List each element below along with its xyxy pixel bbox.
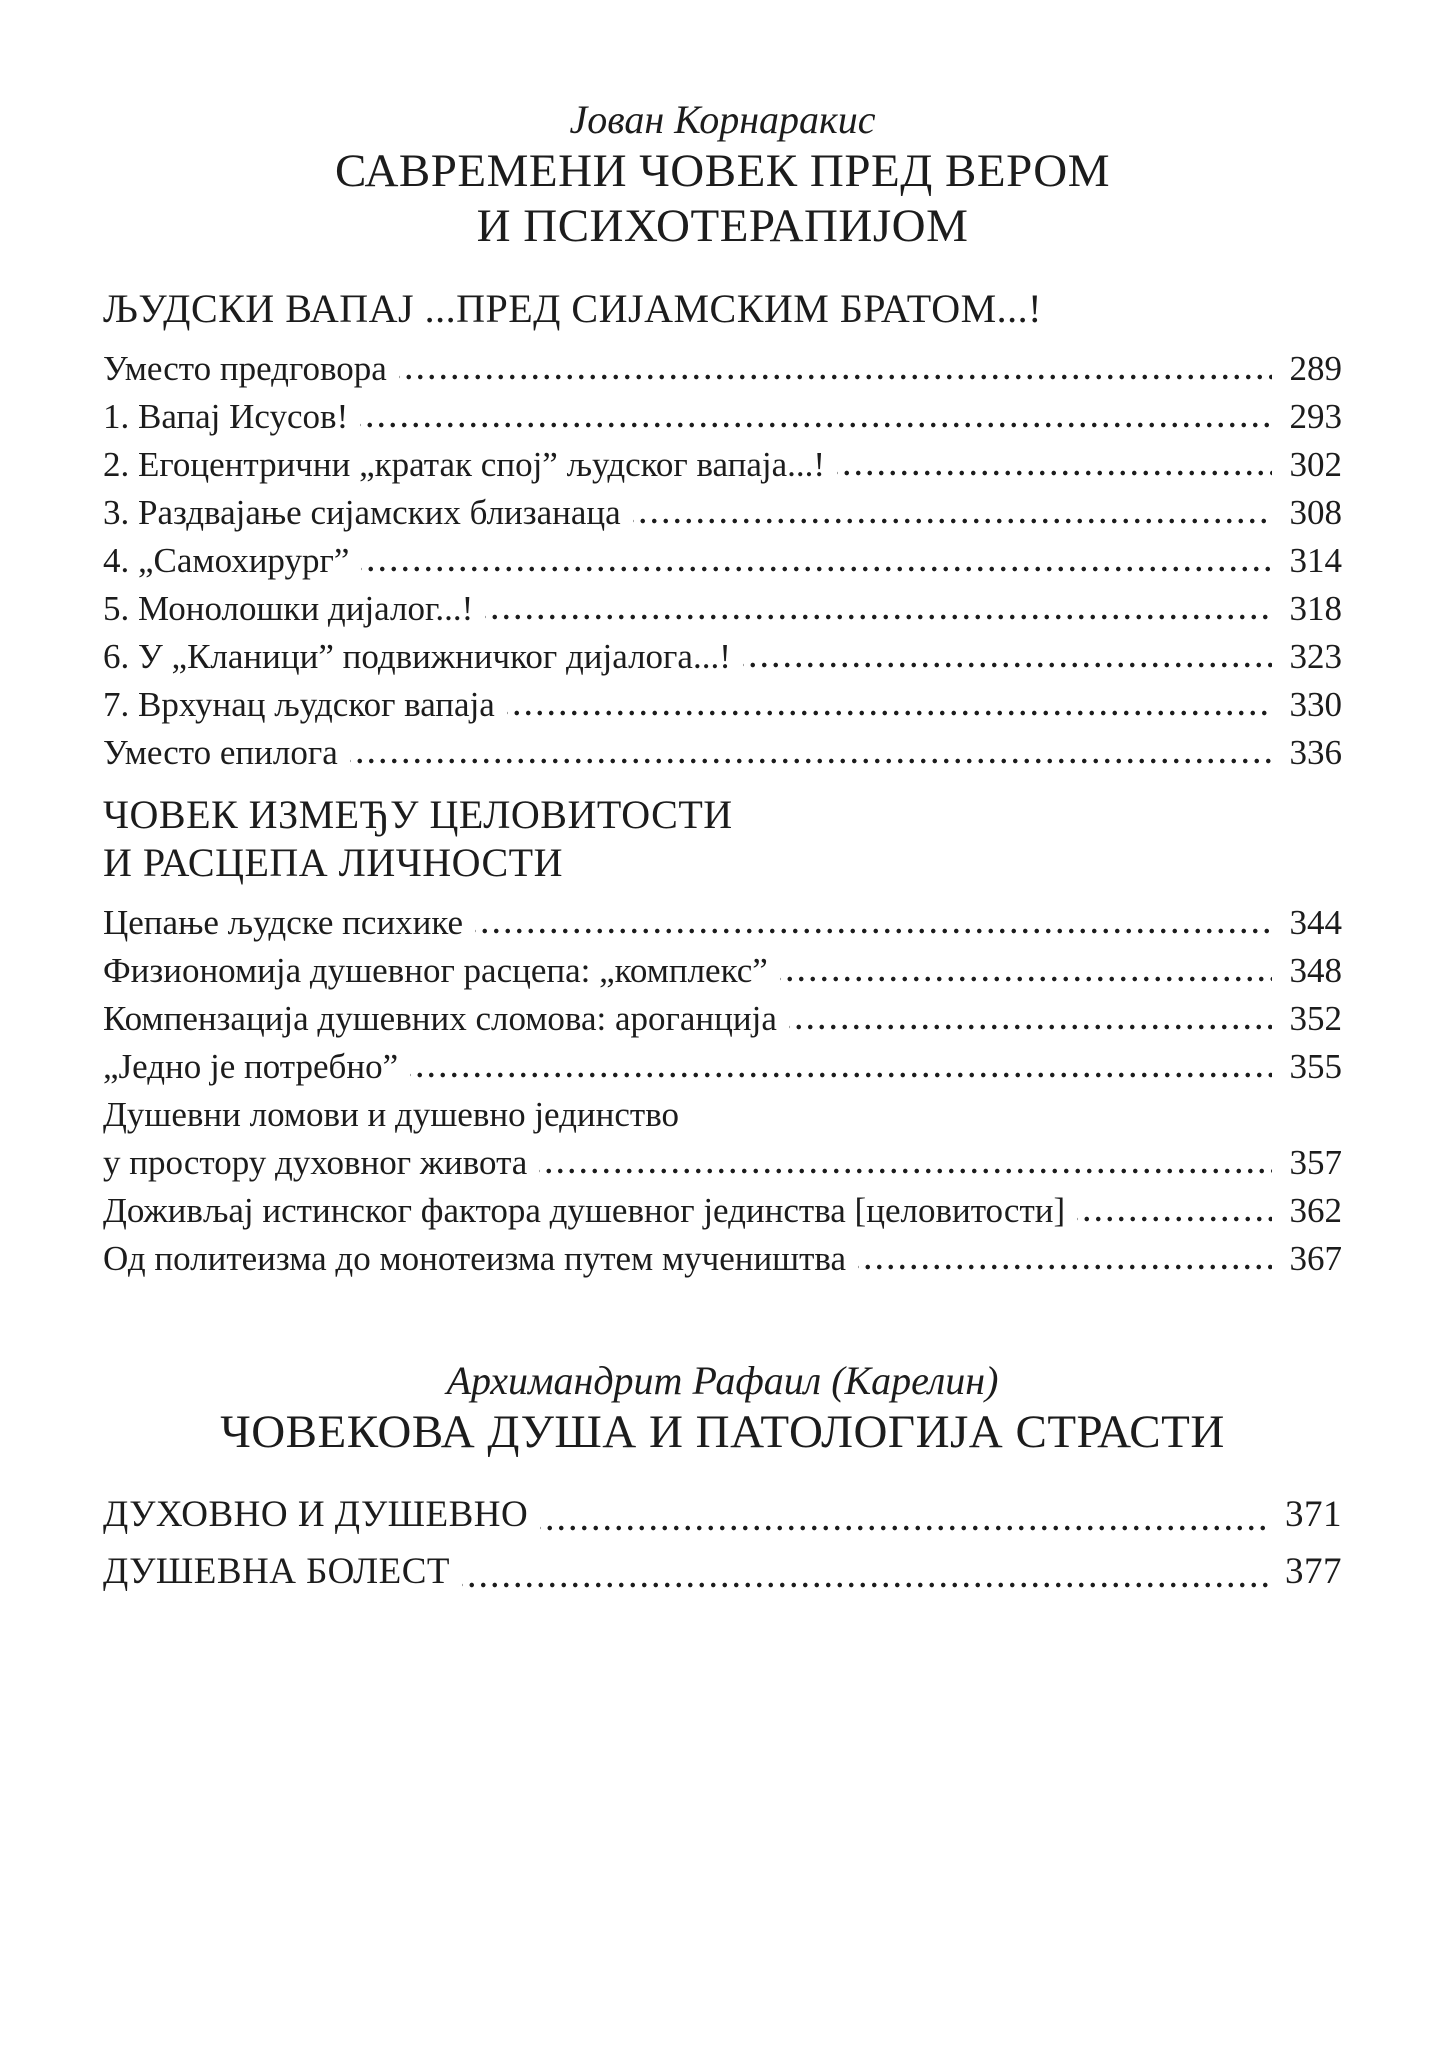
toc-entry bbox=[103, 441, 1342, 489]
toc-entry-page: 367 bbox=[1289, 1238, 1342, 1278]
dot-leader bbox=[789, 995, 1272, 1043]
toc-entry-label: ДУХОВНО И ДУШЕВНО bbox=[103, 1494, 529, 1536]
section1-toc bbox=[103, 345, 1342, 777]
toc-entry bbox=[103, 537, 1342, 585]
section2-heading-line2: И РАСЦЕПА ЛИЧНОСТИ bbox=[103, 839, 563, 885]
toc-entry-page: 323 bbox=[1289, 636, 1342, 676]
dot-leader bbox=[410, 1043, 1272, 1091]
dot-leader bbox=[780, 947, 1272, 995]
toc-entry bbox=[103, 489, 1342, 537]
toc-entry bbox=[103, 1187, 1342, 1235]
toc-entry bbox=[103, 1486, 1342, 1543]
toc-entry-page: 302 bbox=[1289, 444, 1342, 484]
toc-entry-label: Компензација душевних сломова: ароганција bbox=[103, 998, 777, 1038]
dot-leader bbox=[743, 633, 1272, 681]
section2-toc bbox=[103, 899, 1342, 1283]
dot-leader bbox=[837, 441, 1272, 489]
toc-entry-page: 344 bbox=[1289, 902, 1342, 942]
section1-heading: ЉУДСКИ ВАПАЈ ...ПРЕД СИЈАМСКИМ БРАТОМ...! bbox=[103, 285, 1042, 331]
toc-entry-label: Цепање људске психике bbox=[103, 902, 464, 942]
toc-entry bbox=[103, 633, 1342, 681]
dot-leader bbox=[1077, 1187, 1272, 1235]
dot-leader bbox=[485, 585, 1272, 633]
book1-title bbox=[103, 144, 1342, 255]
toc-entry-label: Душевни ломови и душевно јединство bbox=[103, 1094, 680, 1134]
toc-entry bbox=[103, 899, 1342, 947]
toc-entry bbox=[103, 681, 1342, 729]
toc-entry-label: 5. Монолошки дијалог...! bbox=[103, 588, 474, 628]
toc-entry-label: у простору духовног живота bbox=[103, 1142, 528, 1182]
toc-entry bbox=[103, 393, 1342, 441]
dot-leader bbox=[540, 1486, 1272, 1543]
book2-author: Архимандрит Рафаил (Карелин) bbox=[446, 1357, 999, 1403]
book1-author: Јован Корнаракис bbox=[569, 97, 876, 142]
toc-entry-label: 1. Вапај Исусов! bbox=[103, 396, 349, 436]
dot-leader bbox=[858, 1235, 1272, 1283]
toc-entry-page: 355 bbox=[1289, 1046, 1342, 1086]
toc-entry bbox=[103, 995, 1342, 1043]
toc-entry-page: 308 bbox=[1289, 492, 1342, 532]
dot-leader bbox=[462, 1543, 1272, 1600]
toc-entry-page: 318 bbox=[1289, 588, 1342, 628]
toc-entry-page: 330 bbox=[1289, 684, 1342, 724]
toc-entry-page: 348 bbox=[1289, 950, 1342, 990]
toc-entry-label: 2. Егоцентрични „кратак спој” људског вапаја...! bbox=[103, 444, 826, 484]
dot-leader bbox=[360, 393, 1272, 441]
toc-entry-page: 289 bbox=[1289, 348, 1342, 388]
toc-entry-page: 371 bbox=[1285, 1494, 1342, 1536]
toc-entry-label: Доживљај истинског фактора душевног јединства [целовитости] bbox=[103, 1190, 1066, 1230]
toc-entry-label: Уместо епилога bbox=[103, 732, 338, 772]
dot-leader bbox=[633, 489, 1272, 537]
book2-title: ЧОВЕКОВА ДУША И ПАТОЛОГИЈА СТРАСТИ bbox=[220, 1405, 1225, 1458]
toc-entry-label: 3. Раздвајање сијамских близанаца bbox=[103, 492, 621, 532]
toc-entry bbox=[103, 1235, 1342, 1283]
toc-entry bbox=[103, 729, 1342, 777]
toc-entry-label: 7. Врхунац људског вапаја bbox=[103, 684, 495, 724]
section2-heading-line1: ЧОВЕК ИЗМЕЂУ ЦЕЛОВИТОСТИ bbox=[103, 791, 733, 837]
book2-toc bbox=[103, 1486, 1342, 1600]
toc-entry-label: 6. У „Кланици” подвижничког дијалога...! bbox=[103, 636, 731, 676]
toc-entry-page: 362 bbox=[1289, 1190, 1342, 1230]
toc-entry-wrap-line2 bbox=[103, 1139, 1342, 1187]
dot-leader bbox=[539, 1139, 1272, 1187]
toc-entry-page: 352 bbox=[1289, 998, 1342, 1038]
toc-entry-label: Од политеизма до монотеизма путем мучеништва bbox=[103, 1238, 847, 1278]
toc-entry bbox=[103, 585, 1342, 633]
toc-entry-label: ДУШЕВНА БОЛЕСТ bbox=[103, 1551, 451, 1593]
toc-entry-page: 377 bbox=[1285, 1551, 1342, 1593]
dot-leader bbox=[507, 681, 1272, 729]
toc-entry-label: „Једно је потребно” bbox=[103, 1046, 399, 1086]
dot-leader bbox=[350, 729, 1272, 777]
book1-title-line1: САВРЕМЕНИ ЧОВЕК ПРЕД ВЕРОМ bbox=[334, 145, 1111, 197]
toc-entry bbox=[103, 1543, 1342, 1600]
toc-entry-page: 314 bbox=[1289, 540, 1342, 580]
toc-entry bbox=[103, 947, 1342, 995]
book1-title-line2: И ПСИХОТЕРАПИЈОМ bbox=[476, 200, 969, 253]
section2-heading bbox=[103, 791, 1342, 887]
toc-entry-page: 336 bbox=[1289, 732, 1342, 772]
toc-entry-page: 357 bbox=[1289, 1142, 1342, 1182]
dot-leader bbox=[399, 345, 1272, 393]
book2-block bbox=[103, 1357, 1342, 1600]
toc-entry-wrap-line1 bbox=[103, 1091, 1342, 1139]
toc-entry-label: 4. „Самохирург” bbox=[103, 540, 350, 580]
dot-leader bbox=[475, 899, 1272, 947]
dot-leader bbox=[361, 537, 1272, 585]
toc-entry bbox=[103, 345, 1342, 393]
toc-entry bbox=[103, 1043, 1342, 1091]
toc-entry-label: Уместо предговора bbox=[103, 348, 387, 388]
toc-entry-page: 293 bbox=[1289, 396, 1342, 436]
toc-entry-label: Физиономија душевног расцепа: „комплекс” bbox=[103, 950, 768, 990]
